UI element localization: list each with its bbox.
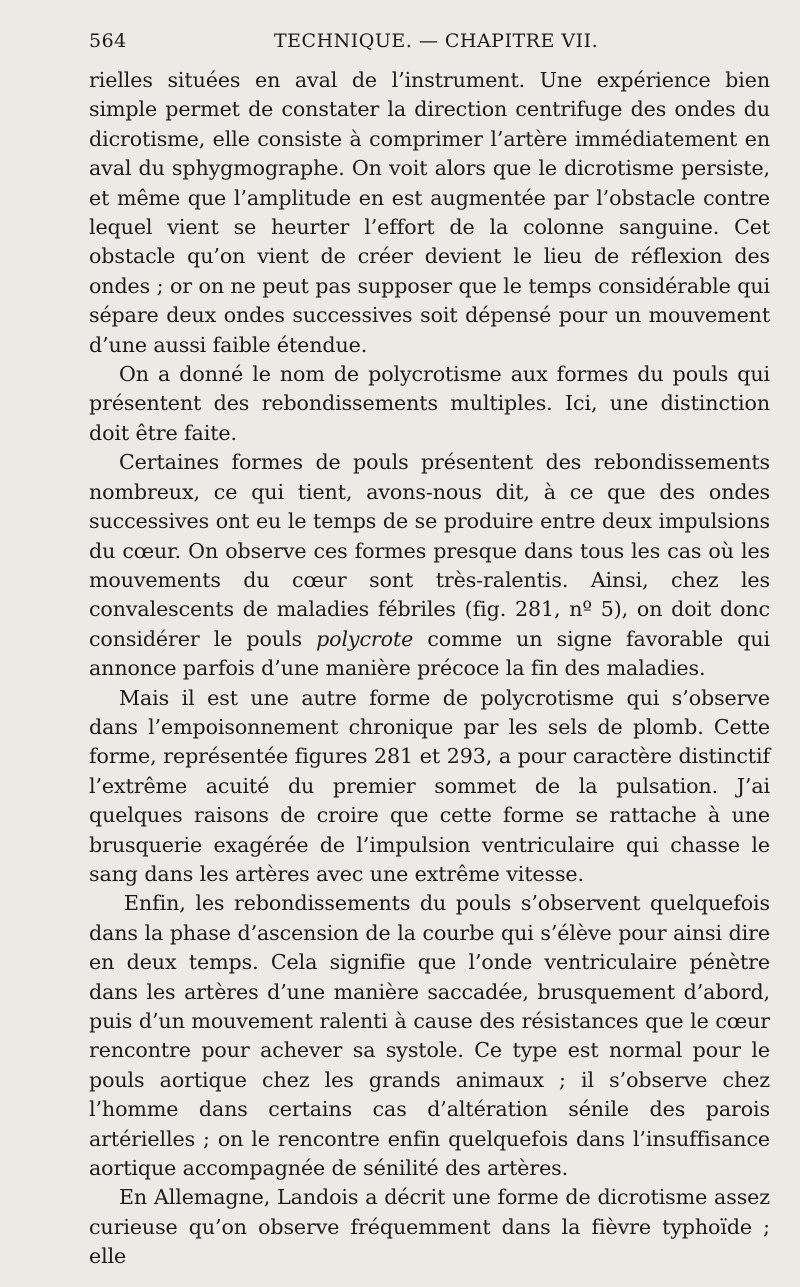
- paragraph-3: [89, 448, 770, 683]
- paragraph-3-after: comme un signe favorable qui annonce parfois d’une manière précoce la fin des maladies.: [89, 626, 770, 681]
- page-number: 564: [89, 30, 127, 52]
- paragraph-1: rielles situées en aval de l’instrument. Une expérience bien simple permet de constater la direction centrifuge des ondes du dicrotisme, elle consiste à comprimer l’artère immédiatement en aval du sphygmographe. On voit alors que le dicrotisme persiste, et même que l’amplitude en est augmentée par l’obstacle contre lequel vient se heurter l’effort de la colonne sanguine. Cet obstacle qu’on vient de créer devient le lieu de réflexion des ondes ; or on ne peut pas supposer que le temps considérable qui sépare deux ondes successives soit dépensé pour un mouvement d’une aussi faible étendue.: [89, 68, 770, 357]
- paragraph-3-before: Certaines formes de pouls présentent des rebondissements nombreux, ce qui tient, avons-nous dit, à ce que des ondes successives ont eu le temps de se produire entre deux impulsions du cœur. On observe ces formes presque dans tous les cas où les mouvements du cœur sont très-ralentis. Ainsi, chez les convalescents de maladies fébriles (fig. 281, nº 5), on doit donc considérer le pouls: [89, 450, 770, 651]
- paragraph-6: En Allemagne, Landois a décrit une forme de dicrotisme assez curieuse qu’on observe fréquemment dans la fièvre typhoïde ; elle: [89, 1185, 770, 1269]
- page-header: [89, 30, 770, 62]
- body-text: [89, 66, 770, 1272]
- paragraph-4: Mais il est une autre forme de polycrotisme qui s’observe dans l’empoisonnement chronique par les sels de plomb. Cette forme, représentée figures 281 et 293, a pour caractère distinctif l’extrême acuité du premier sommet de la pulsation. J’ai quelques raisons de croire que cette forme se rattache à une brusquerie exagérée de l’impulsion ventriculaire qui chasse le sang dans les artères avec une extrême vitesse.: [89, 685, 770, 886]
- paragraph-2: On a donné le nom de polycrotisme aux formes du pouls qui présentent des rebondissements multiples. Ici, une distinction doit être faite.: [89, 362, 770, 445]
- running-title: TECHNIQUE. — CHAPITRE VII.: [274, 30, 599, 52]
- paragraph-3-emphasis: polycrote: [316, 626, 414, 651]
- paragraph-5: Enfin, les rebondissements du pouls s’observent quelquefois dans la phase d’ascension de la courbe qui s’élève pour ainsi dire en deux temps. Cela signifie que l’onde ventriculaire pénètre dans les artères d’une manière saccadée, brusquement d’abord, puis d’un mouvement ralenti à cause des résistances que le cœur rencontre pour achever sa systole. Ce type est normal pour le pouls aortique chez les grands animaux ; il s’observe chez l’homme dans certains cas d’altération sénile des parois artérielles ; on le rencontre enfin quelquefois dans l’insuffisance aortique accompagnée de sénilité des artères.: [89, 891, 770, 1181]
